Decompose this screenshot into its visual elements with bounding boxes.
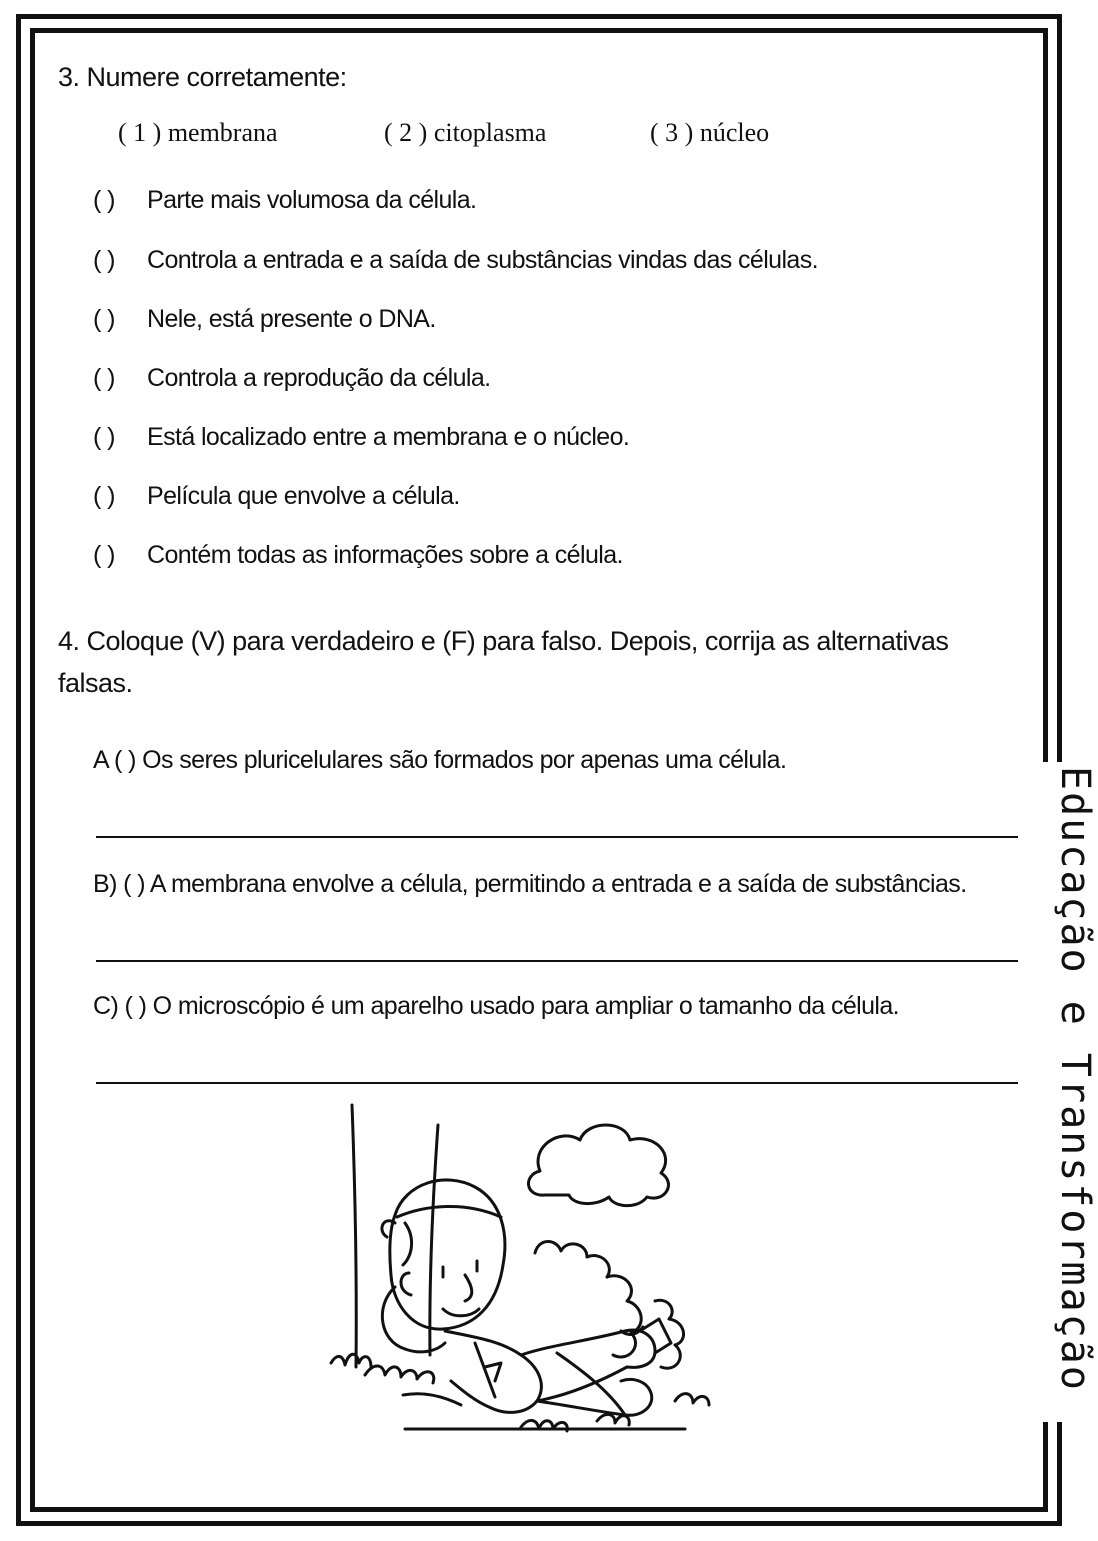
- answer-blank[interactable]: ( ): [93, 423, 115, 451]
- q3-item-text: Película que envolve a célula.: [147, 482, 460, 510]
- question-4-title: 4. Coloque (V) para verdadeiro e (F) para falso. Depois, corrija as alternativas falsas.: [58, 626, 949, 698]
- q3-item-1: [93, 186, 476, 215]
- q4-alternative-c: C) ( ) O microscópio é um aparelho usado para ampliar o tamanho da célula.: [93, 992, 900, 1020]
- q3-item-text: Controla a entrada e a saída de substâncias vindas das células.: [147, 246, 818, 274]
- q3-item-5: [93, 423, 629, 452]
- q3-item-text: Contém todas as informações sobre a célula.: [147, 541, 623, 569]
- q3-item-4: [93, 364, 491, 393]
- q3-item-text: Está localizado entre a membrana e o núcleo.: [147, 423, 630, 451]
- q3-item-6: [93, 482, 460, 511]
- q4-alternative-b: B) ( ) A membrana envolve a célula, permitindo a entrada e a saída de substâncias.: [93, 870, 967, 898]
- answer-line-a[interactable]: [96, 836, 1018, 838]
- q3-item-2: [93, 246, 818, 275]
- legend-nucleo: ( 3 ) núcleo: [650, 118, 770, 147]
- answer-blank[interactable]: ( ): [93, 541, 115, 569]
- q4-alternative-a: A ( ) Os seres pluricelulares são formados por apenas uma célula.: [93, 746, 787, 774]
- answer-blank[interactable]: ( ): [93, 364, 115, 392]
- q3-item-3: [93, 305, 436, 334]
- child-resting-under-tree-illustration: [325, 1105, 745, 1435]
- watermark-text: Educação e Transformação: [1052, 762, 1098, 1396]
- question-3-title: 3. Numere corretamente:: [58, 62, 347, 92]
- legend-membrana: ( 1 ) membrana: [118, 118, 278, 147]
- q3-item-text: Controla a reprodução da célula.: [147, 364, 491, 392]
- answer-blank[interactable]: ( ): [93, 482, 115, 510]
- q3-item-7: [93, 541, 623, 570]
- answer-line-c[interactable]: [96, 1082, 1018, 1084]
- q3-item-text: Nele, está presente o DNA.: [147, 305, 436, 333]
- answer-blank[interactable]: ( ): [93, 305, 115, 333]
- legend-citoplasma: ( 2 ) citoplasma: [384, 118, 547, 147]
- answer-line-b[interactable]: [96, 960, 1018, 962]
- answer-blank[interactable]: ( ): [93, 186, 115, 214]
- answer-blank[interactable]: ( ): [93, 246, 115, 274]
- q3-item-text: Parte mais volumosa da célula.: [147, 186, 477, 214]
